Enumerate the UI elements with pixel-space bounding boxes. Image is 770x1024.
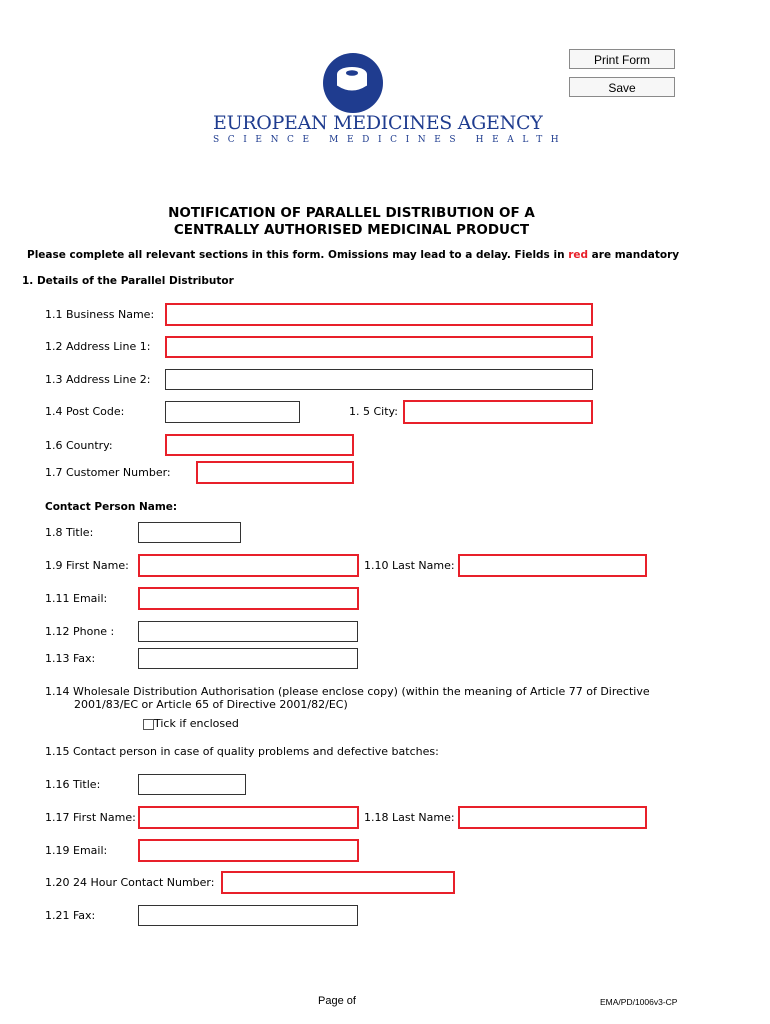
quality-contact-label: 1.15 Contact person in case of quality problems and defective batches: bbox=[45, 745, 439, 758]
contact-last-name-input[interactable] bbox=[458, 554, 647, 577]
contact-phone-input[interactable] bbox=[138, 621, 358, 642]
ema-logo-icon bbox=[322, 52, 384, 114]
country-input[interactable] bbox=[165, 434, 354, 456]
business-name-label: 1.1 Business Name: bbox=[45, 308, 155, 321]
contact-last-name-label: 1.10 Last Name: bbox=[364, 559, 455, 572]
save-button[interactable]: Save bbox=[569, 77, 675, 97]
print-form-button[interactable]: Print Form bbox=[569, 49, 675, 69]
quality-email-input[interactable] bbox=[138, 839, 359, 862]
contact-person-heading: Contact Person Name: bbox=[45, 501, 178, 513]
address-line-2-label: 1.3 Address Line 2: bbox=[45, 373, 151, 386]
instructions-text-end: are mandatory bbox=[588, 249, 680, 261]
contact-fax-input[interactable] bbox=[138, 648, 358, 669]
business-name-input[interactable] bbox=[165, 303, 593, 326]
form-title-line2: CENTRALLY AUTHORISED MEDICINAL PRODUCT bbox=[173, 222, 530, 238]
contact-email-label: 1.11 Email: bbox=[45, 592, 108, 605]
quality-title-label: 1.16 Title: bbox=[45, 778, 101, 791]
document-reference: EMA/PD/1006v3-CP bbox=[600, 997, 678, 1007]
contact-fax-label: 1.13 Fax: bbox=[45, 652, 96, 665]
address-line-1-input[interactable] bbox=[165, 336, 593, 358]
instructions-text: Please complete all relevant sections in this form. Omissions may lead to a delay. Fields in bbox=[27, 249, 569, 261]
contact-phone-label: 1.12 Phone : bbox=[45, 625, 115, 638]
contact-number-24h-input[interactable] bbox=[221, 871, 455, 894]
city-label: 1. 5 City: bbox=[349, 405, 398, 418]
customer-number-input[interactable] bbox=[196, 461, 354, 484]
quality-last-name-label: 1.18 Last Name: bbox=[364, 811, 455, 824]
contact-first-name-label: 1.9 First Name: bbox=[45, 559, 129, 572]
contact-title-input[interactable] bbox=[138, 522, 241, 543]
quality-last-name-input[interactable] bbox=[458, 806, 647, 829]
instructions bbox=[27, 248, 679, 262]
section-1-heading: 1. Details of the Parallel Distributor bbox=[22, 275, 234, 287]
contact-title-label: 1.8 Title: bbox=[45, 526, 94, 539]
quality-title-input[interactable] bbox=[138, 774, 246, 795]
city-input[interactable] bbox=[403, 400, 593, 424]
post-code-input[interactable] bbox=[165, 401, 300, 423]
address-line-2-input[interactable] bbox=[165, 369, 593, 390]
contact-first-name-input[interactable] bbox=[138, 554, 359, 577]
quality-fax-input[interactable] bbox=[138, 905, 358, 926]
agency-tagline: SCIENCE MEDICINES HEALTH bbox=[213, 135, 568, 145]
contact-number-24h-label: 1.20 24 Hour Contact Number: bbox=[45, 876, 215, 889]
quality-first-name-label: 1.17 First Name: bbox=[45, 811, 136, 824]
agency-name: EUROPEAN MEDICINES AGENCY bbox=[213, 112, 543, 134]
address-line-1-label: 1.2 Address Line 1: bbox=[45, 340, 151, 353]
page-number: Page of bbox=[318, 995, 356, 1007]
instructions-red-word: red bbox=[568, 249, 589, 261]
form-title-line1: NOTIFICATION OF PARALLEL DISTRIBUTION OF A bbox=[168, 205, 535, 221]
quality-email-label: 1.19 Email: bbox=[45, 844, 108, 857]
tick-if-enclosed-checkbox[interactable] bbox=[143, 719, 154, 730]
post-code-label: 1.4 Post Code: bbox=[45, 405, 125, 418]
wda-label-line1: 1.14 Wholesale Distribution Authorisation (please enclose copy) (within the meaning of Article 77 of Directive bbox=[45, 685, 650, 698]
wda-label-line2: 2001/83/EC or Article 65 of Directive 2001/82/EC) bbox=[74, 698, 348, 711]
quality-fax-label: 1.21 Fax: bbox=[45, 909, 96, 922]
quality-first-name-input[interactable] bbox=[138, 806, 359, 829]
tick-if-enclosed-label: Tick if enclosed bbox=[154, 717, 239, 730]
customer-number-label: 1.7 Customer Number: bbox=[45, 466, 171, 479]
country-label: 1.6 Country: bbox=[45, 439, 113, 452]
contact-email-input[interactable] bbox=[138, 587, 359, 610]
